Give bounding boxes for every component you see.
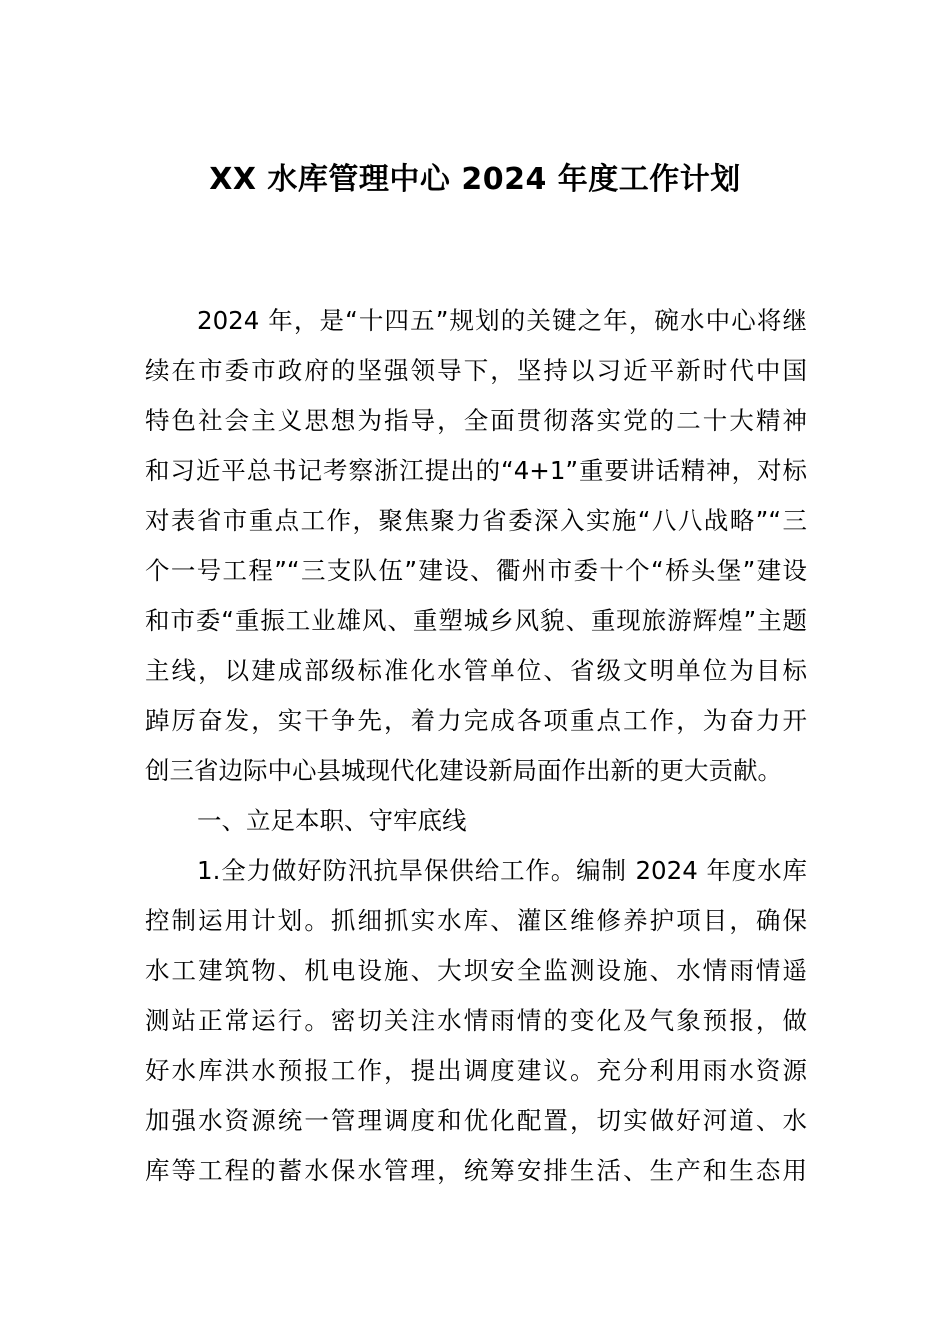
text-line: 测站正常运行。密切关注水情雨情的变化及气象预报，做	[145, 1006, 807, 1035]
section-heading	[145, 796, 807, 846]
text-line: 踔厉奋发，实干争先，着力完成各项重点工作，为奋力开	[145, 706, 807, 735]
text-line: 和习近平总书记考察浙江提出的“4+1”重要讲话精神，对标	[145, 456, 807, 485]
text-line: 2024 年，是“十四五”规划的关键之年，碗水中心将继	[197, 306, 807, 335]
text-line: 控制运用计划。抓细抓实水库、灌区维修养护项目，确保	[145, 906, 807, 935]
text-line: 对表省市重点工作，聚焦聚力省委深入实施“八八战略”“三	[145, 506, 807, 535]
text-line: 1.全力做好防汛抗旱保供给工作。编制 2024 年度水库	[197, 856, 807, 885]
document-title: XX 水库管理中心 2024 年度工作计划	[209, 162, 741, 197]
text-line: 个一号工程”“三支队伍”建设、衢州市委十个“桥头堡”建设	[145, 556, 807, 585]
text-line: 水工建筑物、机电设施、大坝安全监测设施、水情雨情遥	[145, 956, 807, 985]
paragraph-intro	[145, 296, 807, 796]
text-line: 特色社会主义思想为指导，全面贯彻落实党的二十大精神	[145, 406, 807, 435]
text-line: 续在市委市政府的坚强领导下，坚持以习近平新时代中国	[145, 356, 807, 385]
document-body	[145, 296, 807, 1196]
text-line: 加强水资源统一管理调度和优化配置，切实做好河道、水	[145, 1106, 807, 1135]
text-line: 好水库洪水预报工作，提出调度建议。充分利用雨水资源	[145, 1056, 807, 1085]
text-line: 和市委“重振工业雄风、重塑城乡风貌、重现旅游辉煌”主题	[145, 606, 807, 635]
text-line: 主线，以建成部级标准化水管单位、省级文明单位为目标	[145, 656, 807, 685]
heading-line: 一、立足本职、守牢底线	[197, 806, 467, 835]
text-line: 创三省边际中心县城现代化建设新局面作出新的更大贡献。	[145, 756, 782, 785]
paragraph-item-1	[145, 846, 807, 1196]
text-line: 库等工程的蓄水保水管理，统筹安排生活、生产和生态用	[145, 1156, 807, 1185]
